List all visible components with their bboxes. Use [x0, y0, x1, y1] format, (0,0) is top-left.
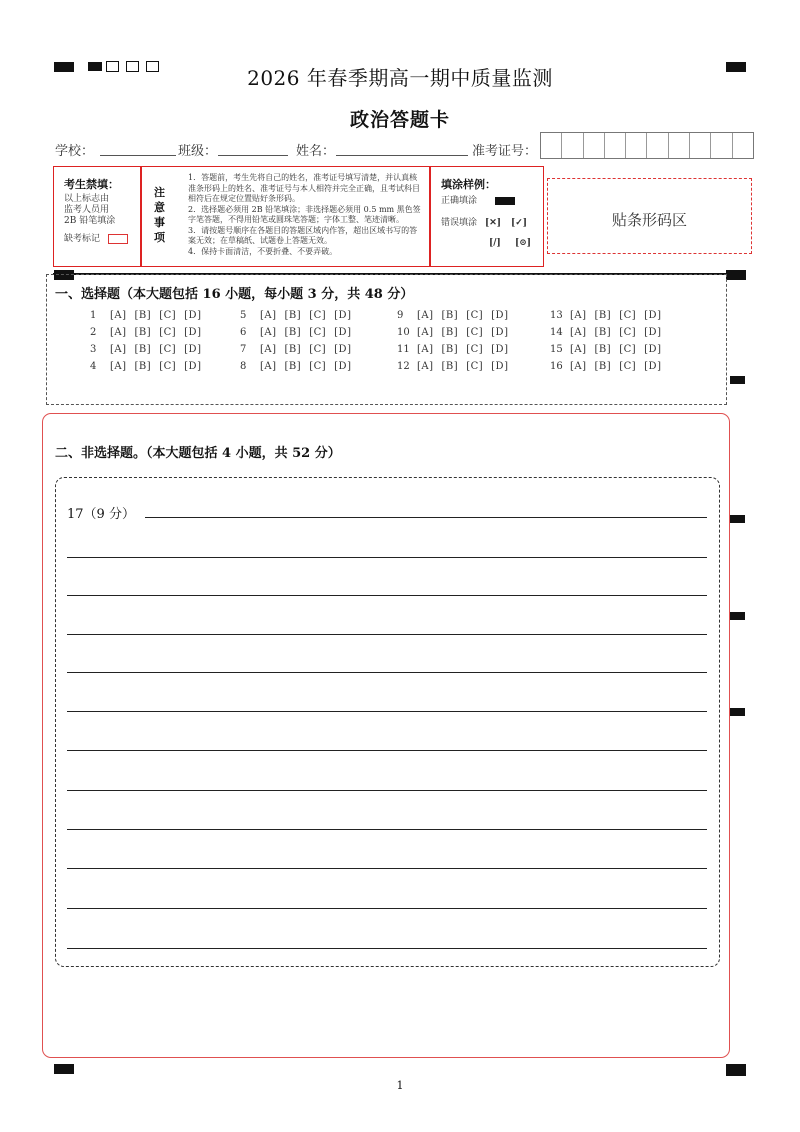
question-number: 9 — [397, 310, 404, 321]
option-bubble[interactable]: [D] — [184, 327, 202, 338]
answer-line[interactable] — [67, 948, 707, 949]
option-bubble[interactable]: [A] — [417, 361, 434, 372]
notice-heading: 注意事项 — [154, 186, 165, 244]
answer-line[interactable] — [67, 908, 707, 909]
option-bubble[interactable]: [D] — [184, 344, 202, 355]
choice-question — [397, 361, 516, 372]
absent-label: 缺考标记 — [64, 234, 101, 244]
option-bubble[interactable]: [B] — [284, 310, 302, 321]
candidate-box-text: 以上标志由 监考人员用 2B 铅笔填涂 — [64, 194, 116, 226]
answer-line[interactable] — [67, 557, 707, 558]
id-number-boxes[interactable] — [540, 132, 754, 159]
answer-line[interactable] — [145, 517, 707, 518]
option-bubble[interactable]: [C] — [309, 361, 327, 372]
option-bubble[interactable]: [B] — [594, 327, 612, 338]
option-bubble[interactable]: [D] — [491, 310, 509, 321]
choice-question — [397, 344, 516, 355]
choice-question — [240, 310, 359, 321]
wrong-mark: [/] — [489, 238, 501, 248]
wrong-mark: [⊙] — [515, 238, 532, 248]
option-bubble[interactable]: [D] — [491, 344, 509, 355]
option-bubble[interactable]: [A] — [260, 327, 277, 338]
option-bubble[interactable]: [A] — [570, 361, 587, 372]
answer-box[interactable] — [55, 477, 720, 967]
correct-fill-sample — [495, 197, 515, 205]
page-number: 1 — [396, 1079, 404, 1092]
choice-question — [90, 344, 209, 355]
answer-line[interactable] — [67, 595, 707, 596]
choice-question — [550, 310, 669, 321]
option-bubble[interactable]: [B] — [284, 327, 302, 338]
option-bubble[interactable]: [A] — [110, 361, 127, 372]
option-bubble[interactable]: [D] — [184, 361, 202, 372]
option-bubble[interactable]: [A] — [570, 327, 587, 338]
option-bubble[interactable]: [D] — [644, 344, 662, 355]
option-bubble[interactable]: [A] — [417, 327, 434, 338]
timing-mark — [730, 515, 745, 523]
option-bubble[interactable]: [C] — [619, 327, 637, 338]
question-number: 3 — [90, 344, 97, 355]
question-number: 4 — [90, 361, 97, 372]
option-bubble[interactable]: [B] — [134, 310, 152, 321]
question-number: 14 — [550, 327, 563, 338]
answer-line[interactable] — [67, 750, 707, 751]
barcode-label: 贴条形码区 — [611, 211, 687, 229]
option-bubble[interactable]: [D] — [334, 344, 352, 355]
question-number: 5 — [240, 310, 247, 321]
page-title: 2026 年春季期高一期中质量监测 — [247, 66, 553, 90]
class-field[interactable] — [218, 155, 288, 156]
question-number: 7 — [240, 344, 247, 355]
choice-question — [90, 327, 209, 338]
option-bubble[interactable]: [A] — [260, 344, 277, 355]
section2-title: 二、非选择题。（本大题包括 4 小题，共 52 分） — [55, 446, 341, 461]
option-bubble[interactable]: [B] — [134, 327, 152, 338]
timing-mark — [730, 612, 745, 620]
fill-example-box — [430, 166, 544, 267]
question-number: 2 — [90, 327, 97, 338]
timing-mark — [726, 270, 746, 280]
option-bubble[interactable]: [C] — [159, 327, 177, 338]
candidate-box-title: 考生禁填： — [64, 178, 119, 191]
option-bubble[interactable]: [B] — [284, 361, 302, 372]
class-label: 班级： — [178, 144, 218, 159]
option-bubble[interactable]: [D] — [334, 310, 352, 321]
option-bubble[interactable]: [B] — [441, 327, 459, 338]
question-number: 13 — [550, 310, 563, 321]
option-bubble[interactable]: [D] — [491, 361, 509, 372]
question-number: 11 — [397, 344, 410, 355]
option-bubble[interactable]: [C] — [619, 361, 637, 372]
question-number: 1 — [90, 310, 97, 321]
wrong-mark: [✓] — [511, 218, 528, 228]
page-subtitle: 政治答题卡 — [349, 109, 450, 131]
option-bubble[interactable]: [D] — [334, 361, 352, 372]
option-bubble[interactable]: [C] — [466, 361, 484, 372]
question-label: 17（9 分） — [67, 507, 135, 522]
school-label: 学校： — [55, 144, 95, 159]
choice-question — [550, 361, 669, 372]
option-bubble[interactable]: [B] — [284, 344, 302, 355]
option-bubble[interactable]: [A] — [570, 344, 587, 355]
choice-question — [550, 327, 669, 338]
question-number: 8 — [240, 361, 247, 372]
option-bubble[interactable]: [A] — [417, 310, 434, 321]
option-bubble[interactable]: [B] — [441, 361, 459, 372]
wrong-fill-label: 错误填涂 — [441, 218, 478, 228]
option-bubble[interactable]: [A] — [260, 310, 277, 321]
question-number: 15 — [550, 344, 563, 355]
choice-question — [90, 361, 209, 372]
option-bubble[interactable]: [A] — [260, 361, 277, 372]
barcode-area[interactable] — [547, 178, 752, 254]
answer-line[interactable] — [67, 790, 707, 791]
option-bubble[interactable]: [A] — [110, 344, 127, 355]
choice-question — [397, 310, 516, 321]
choice-question — [240, 327, 359, 338]
option-bubble[interactable]: [B] — [594, 361, 612, 372]
correct-fill-label: 正确填涂 — [441, 196, 478, 206]
absent-mark-box[interactable] — [108, 234, 128, 244]
option-bubble[interactable]: [D] — [644, 361, 662, 372]
notice-list: 1．答题前，考生先将自己的姓名，准考证号填写清楚，并认真核准条形码上的姓名、准考证号与本人相符并完全正确，且考试科目相符后在规定位置贴好条形码。 2．选择题必须用 2B 铅笔填涂；非选择题必须用 0.5 mm 黑色签字笔答题，不得用铅笔或圆珠笔答题；字体工整、笔迹清晰。 3．请按题号顺序在各题目的答题区域内作答，超出区域书写的答案无效；在草稿纸、试题卷上答题无效。 4．保持卡面清洁，不要折叠、不要弄破。 — [188, 173, 421, 256]
answer-line[interactable] — [67, 829, 707, 830]
choice-question — [397, 327, 516, 338]
timing-mark — [730, 708, 745, 716]
answer-line[interactable] — [67, 634, 707, 635]
choice-question — [550, 344, 669, 355]
option-bubble[interactable]: [C] — [309, 344, 327, 355]
answer-line[interactable] — [67, 672, 707, 673]
question-number: 16 — [550, 361, 563, 372]
choice-question — [240, 344, 359, 355]
timing-mark — [54, 1064, 74, 1074]
answer-line[interactable] — [67, 868, 707, 869]
option-bubble[interactable]: [C] — [619, 310, 637, 321]
option-bubble[interactable]: [A] — [570, 310, 587, 321]
timing-mark — [726, 1064, 746, 1076]
option-bubble[interactable]: [B] — [441, 344, 459, 355]
option-bubble[interactable]: [C] — [466, 327, 484, 338]
question-number: 6 — [240, 327, 247, 338]
option-bubble[interactable]: [B] — [134, 344, 152, 355]
school-field[interactable] — [100, 155, 176, 156]
option-bubble[interactable]: [A] — [110, 310, 127, 321]
option-bubble[interactable]: [D] — [184, 310, 202, 321]
option-bubble[interactable]: [D] — [334, 327, 352, 338]
fill-example-title: 填涂样例： — [441, 178, 496, 191]
wrong-mark: [✕] — [485, 218, 502, 228]
question-number: 12 — [397, 361, 410, 372]
answer-line[interactable] — [67, 711, 707, 712]
timing-mark — [730, 376, 745, 384]
option-bubble[interactable]: [C] — [159, 344, 177, 355]
option-bubble[interactable]: [A] — [417, 344, 434, 355]
notice-box — [141, 166, 430, 267]
option-bubble[interactable]: [C] — [309, 327, 327, 338]
option-bubble[interactable]: [D] — [491, 327, 509, 338]
option-bubble[interactable]: [D] — [644, 327, 662, 338]
candidate-box — [53, 166, 141, 267]
name-field[interactable] — [336, 155, 468, 156]
choice-question — [240, 361, 359, 372]
option-bubble[interactable]: [C] — [159, 310, 177, 321]
option-bubble[interactable]: [D] — [644, 310, 662, 321]
option-bubble[interactable]: [B] — [594, 310, 612, 321]
option-bubble[interactable]: [A] — [110, 327, 127, 338]
option-bubble[interactable]: [C] — [619, 344, 637, 355]
question-number: 10 — [397, 327, 410, 338]
section1-title: 一、选择题（本大题包括 16 小题，每小题 3 分，共 48 分） — [55, 287, 414, 302]
choice-question — [90, 310, 209, 321]
option-bubble[interactable]: [B] — [594, 344, 612, 355]
option-bubble[interactable]: [C] — [159, 361, 177, 372]
option-bubble[interactable]: [C] — [466, 310, 484, 321]
option-bubble[interactable]: [C] — [309, 310, 327, 321]
id-label: 准考证号： — [472, 144, 538, 159]
option-bubble[interactable]: [C] — [466, 344, 484, 355]
option-bubble[interactable]: [B] — [441, 310, 459, 321]
option-bubble[interactable]: [B] — [134, 361, 152, 372]
name-label: 姓名： — [296, 144, 336, 159]
